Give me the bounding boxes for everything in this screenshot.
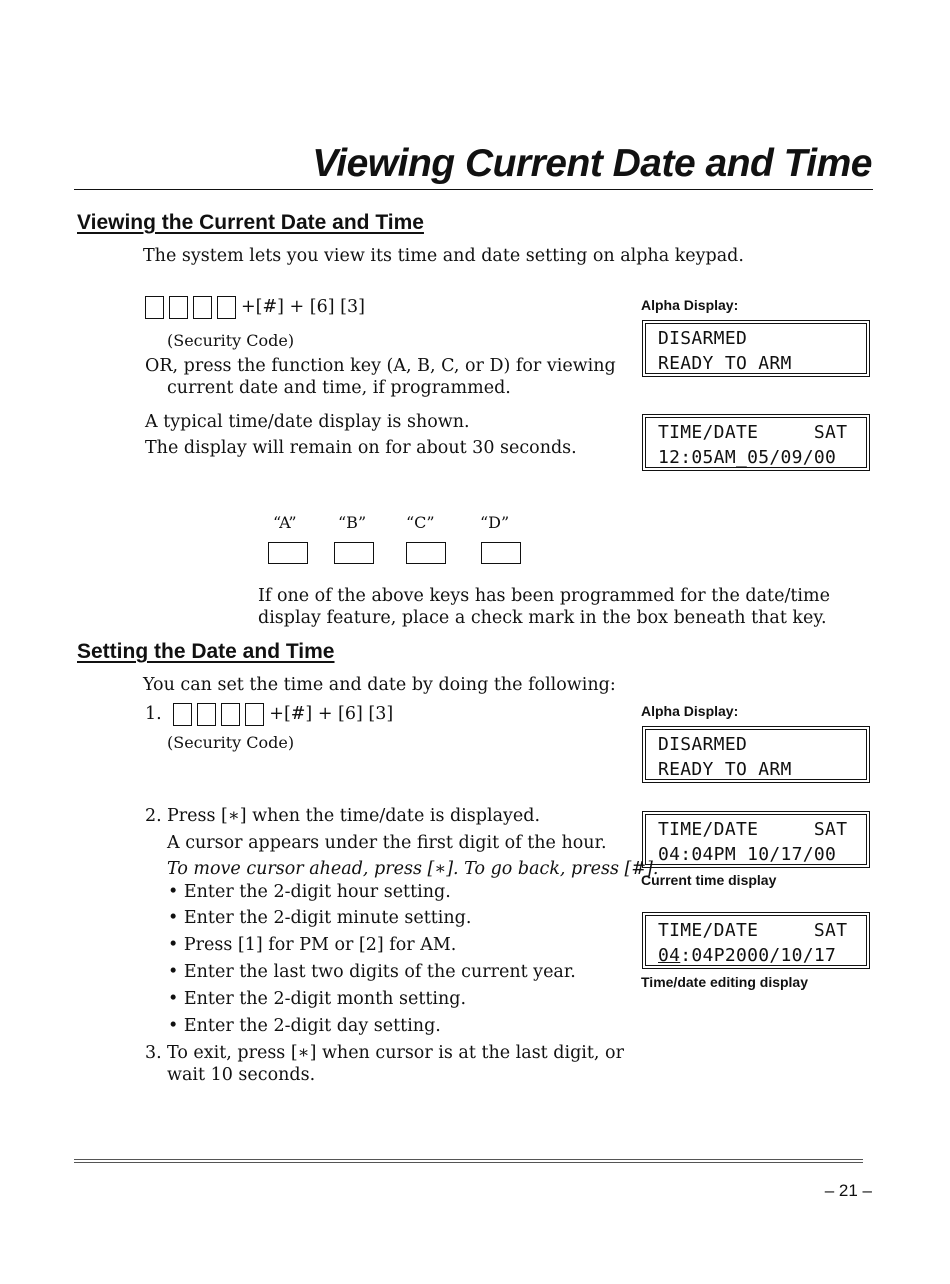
- function-key-label-a: “A”: [273, 513, 297, 532]
- lcd-display-time-date: [645, 417, 867, 468]
- code-digit-box: [145, 296, 164, 319]
- or-line-1: OR, press the function key (A, B, C, or D) for viewing: [145, 356, 616, 376]
- function-key-c-checkbox: [406, 542, 446, 564]
- lcd-display-disarmed: [645, 323, 867, 374]
- lcd-line-1: TIME/DATE SAT: [658, 422, 848, 443]
- code-digit-box: [221, 703, 240, 726]
- alpha-display-label: Alpha Display:: [641, 297, 739, 313]
- security-code-entry: [145, 296, 365, 319]
- lcd-display-disarmed: [645, 729, 867, 780]
- page-number: – 21 –: [824, 1181, 872, 1200]
- function-key-label-b: “B”: [338, 513, 367, 532]
- display-duration-text: The display will remain on for about 30 seconds.: [145, 438, 577, 458]
- page-title: Viewing Current Date and Time: [312, 142, 872, 185]
- step-3-line-2: wait 10 seconds.: [167, 1065, 316, 1085]
- lcd-line-2: 12:05AM_05/09/00: [658, 447, 837, 468]
- code-digit-box: [173, 703, 192, 726]
- step-2-line-1: Press [∗] when the time/date is displayed.: [167, 806, 541, 826]
- key-sequence: +[#] + [6] [3]: [269, 704, 394, 724]
- current-time-caption: Current time display: [641, 872, 777, 888]
- lcd-line-2: READY TO ARM: [658, 759, 792, 780]
- lcd-line-2-rest: :04P2000/10/17: [680, 945, 837, 966]
- security-code-caption: (Security Code): [167, 331, 295, 350]
- step-2-line-2: A cursor appears under the first digit of the hour.: [167, 833, 607, 853]
- lcd-display-editing: [645, 915, 867, 966]
- section1-heading: Viewing the Current Date and Time: [77, 211, 424, 234]
- code-digit-box: [169, 296, 188, 319]
- lcd-line-1: TIME/DATE SAT: [658, 920, 848, 941]
- function-key-a-checkbox: [268, 542, 308, 564]
- code-digit-box: [217, 296, 236, 319]
- bullet-item: • Enter the 2-digit hour setting.: [168, 882, 451, 902]
- bullet-item: • Enter the 2-digit minute setting.: [168, 908, 472, 928]
- typical-display-text: A typical time/date display is shown.: [145, 412, 470, 432]
- alpha-display-label: Alpha Display:: [641, 703, 739, 719]
- step-2-cursor-tip: To move cursor ahead, press [∗]. To go back, press [#].: [167, 859, 659, 879]
- lcd-line-2: 04:04PM 10/17/00: [658, 844, 837, 865]
- section2-intro: You can set the time and date by doing the following:: [143, 675, 616, 695]
- bullet-item: • Press [1] for PM or [2] for AM.: [168, 935, 457, 955]
- step-3-number: 3.: [145, 1043, 162, 1063]
- or-line-2: current date and time, if programmed.: [167, 378, 511, 398]
- bullet-item: • Enter the 2-digit day setting.: [168, 1016, 441, 1036]
- function-key-d-checkbox: [481, 542, 521, 564]
- lcd-line-2: READY TO ARM: [658, 353, 792, 374]
- lcd-cursor: 04: [658, 945, 681, 966]
- lcd-line-2: [658, 945, 836, 966]
- function-key-b-checkbox: [334, 542, 374, 564]
- footer-rule: [74, 1162, 863, 1163]
- keys-note-line-1: If one of the above keys has been programmed for the date/time: [258, 586, 830, 606]
- key-sequence: +[#] + [6] [3]: [241, 297, 365, 317]
- keys-note-line-2: display feature, place a check mark in the box beneath that key.: [258, 608, 827, 628]
- lcd-line-1: DISARMED: [658, 734, 748, 755]
- security-code-caption: (Security Code): [167, 733, 295, 752]
- step-2-number: 2.: [145, 806, 162, 826]
- section1-intro: The system lets you view its time and date setting on alpha keypad.: [143, 246, 744, 266]
- lcd-line-1: TIME/DATE SAT: [658, 819, 848, 840]
- section2-heading: Setting the Date and Time: [77, 640, 335, 663]
- step-1-number: 1.: [145, 704, 162, 724]
- lcd-display-current-time: [645, 814, 867, 865]
- code-digit-box: [193, 296, 212, 319]
- footer-rule: [74, 1159, 863, 1160]
- function-key-label-c: “C”: [406, 513, 435, 532]
- code-digit-box: [197, 703, 216, 726]
- bullet-item: • Enter the last two digits of the current year.: [168, 962, 576, 982]
- lcd-line-1: DISARMED: [658, 328, 748, 349]
- function-key-label-d: “D”: [480, 513, 510, 532]
- bullet-item: • Enter the 2-digit month setting.: [168, 989, 467, 1009]
- code-digit-box: [245, 703, 264, 726]
- step-1: [145, 703, 393, 726]
- editing-display-caption: Time/date editing display: [641, 974, 809, 990]
- step-3-line-1: To exit, press [∗] when cursor is at the last digit, or: [167, 1043, 624, 1063]
- title-rule: [74, 189, 873, 190]
